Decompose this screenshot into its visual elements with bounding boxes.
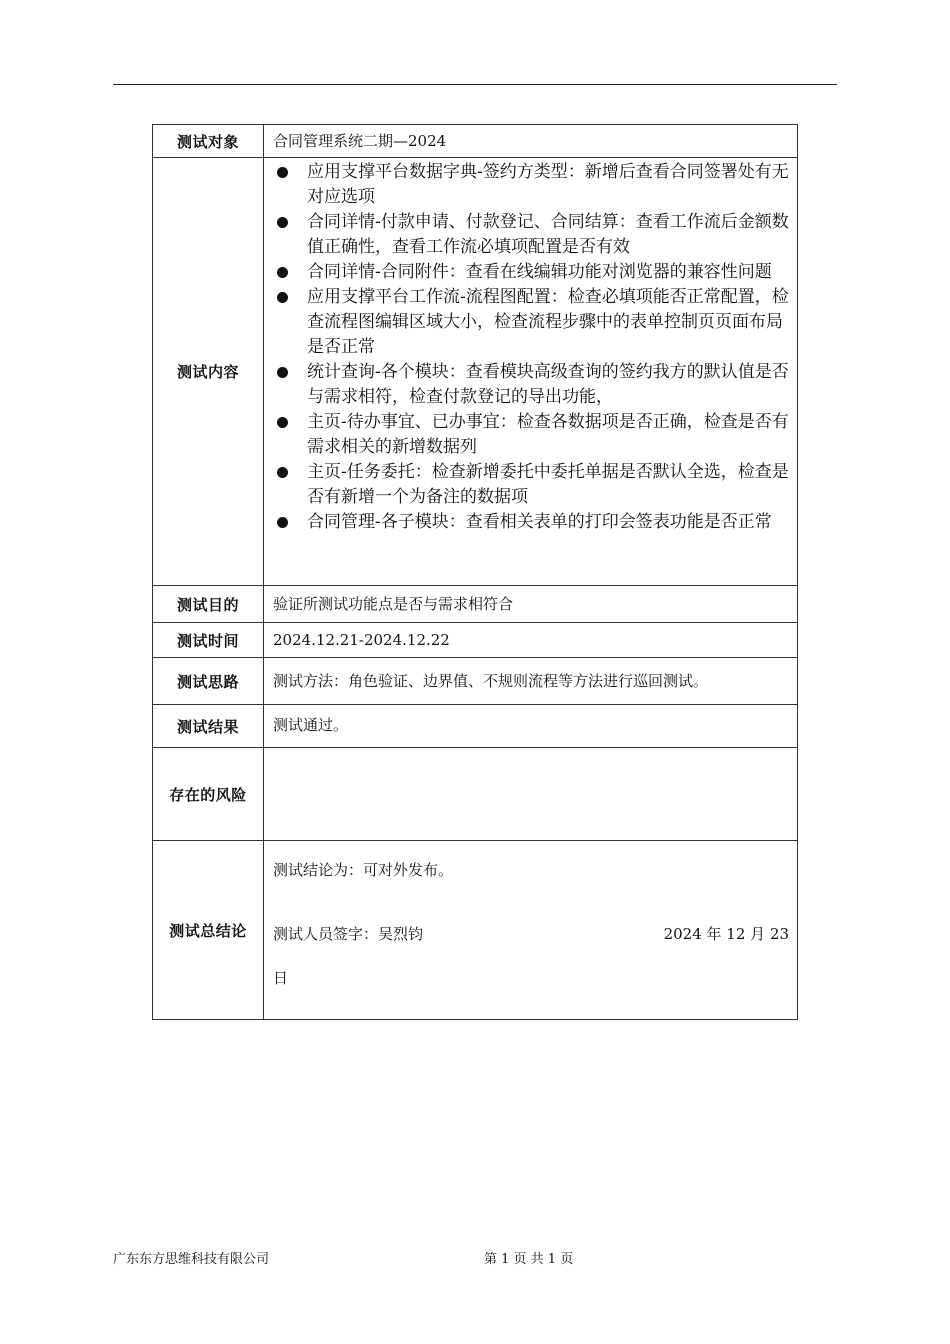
row-test-approach: [153, 658, 798, 705]
footer-page-number: 第 1 页 共 1 页: [484, 1252, 574, 1267]
label-test-approach: 测试思路: [153, 658, 264, 705]
test-report-table: [152, 124, 798, 1020]
sign-date-day: 日: [273, 969, 289, 987]
conclusion-text: 测试结论为：可对外发布。: [273, 861, 454, 879]
sign-date: 2024 年 12 月 23: [663, 925, 789, 943]
label-conclusion: 测试总结论: [153, 841, 264, 1020]
list-item: 合同详情-付款申请、付款登记、合同结算：查看工作流后金额数值正确性，查看工作流必填项配置是否有效: [273, 210, 789, 260]
list-item: 统计查询-各个模块：查看模块高级查询的签约我方的默认值是否与需求相符，检查付款登记的导出功能，: [273, 360, 789, 410]
row-test-object: [153, 125, 798, 158]
value-test-time: 2024.12.21-2024.12.22: [264, 623, 798, 658]
list-item: 主页-待办事宜、已办事宜：检查各数据项是否正确，检查是否有需求相关的新增数据列: [273, 410, 789, 460]
label-risks: 存在的风险: [153, 748, 264, 841]
list-item: 合同管理-各子模块：查看相关表单的打印会签表功能是否正常: [273, 510, 789, 535]
value-test-content: [264, 158, 798, 586]
value-test-object: 合同管理系统二期—2024: [264, 125, 798, 158]
row-risks: [153, 748, 798, 841]
label-test-time: 测试时间: [153, 623, 264, 658]
row-test-content: [153, 158, 798, 586]
test-content-list: [273, 158, 789, 535]
value-test-approach: 测试方法：角色验证、边界值、不规则流程等方法进行巡回测试。: [264, 658, 798, 705]
signer-text: 测试人员签字：吴烈钧: [273, 925, 424, 943]
signature-row: [273, 922, 789, 946]
value-test-purpose: 验证所测试功能点是否与需求相符合: [264, 586, 798, 623]
row-test-result: [153, 705, 798, 748]
row-conclusion: [153, 841, 798, 1020]
list-item: 应用支撑平台工作流-流程图配置：检查必填项能否正常配置，检查流程图编辑区域大小，检查流程步骤中的表单控制页页面布局是否正常: [273, 285, 789, 360]
label-test-object: 测试对象: [153, 125, 264, 158]
header-rule: [113, 84, 837, 85]
label-test-content: 测试内容: [153, 158, 264, 586]
list-item: 合同详情-合同附件：查看在线编辑功能对浏览器的兼容性问题: [273, 260, 789, 285]
label-test-result: 测试结果: [153, 705, 264, 748]
value-conclusion: [264, 841, 798, 1020]
value-test-result: 测试通过。: [264, 705, 798, 748]
row-test-purpose: [153, 586, 798, 623]
list-item: 主页-任务委托：检查新增委托中委托单据是否默认全选，检查是否有新增一个为备注的数据项: [273, 460, 789, 510]
label-test-purpose: 测试目的: [153, 586, 264, 623]
list-item: 应用支撑平台数据字典-签约方类型：新增后查看合同签署处有无对应选项: [273, 160, 789, 210]
row-test-time: [153, 623, 798, 658]
value-risks: [264, 748, 798, 841]
footer-company: 广东东方思维科技有限公司: [113, 1252, 270, 1267]
